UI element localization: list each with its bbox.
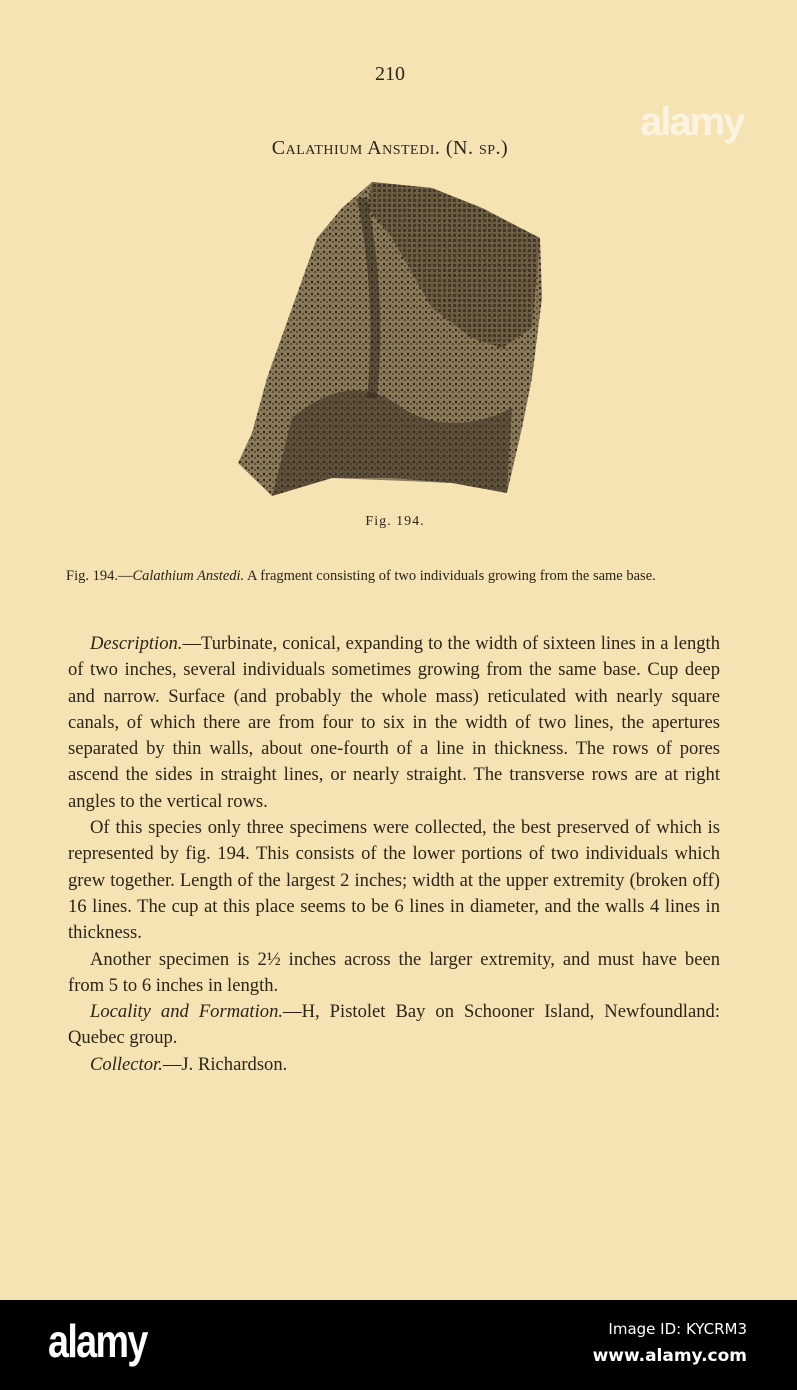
image-id: Image ID: KYCRM3 bbox=[608, 1320, 747, 1338]
alamy-logo: alamy bbox=[48, 1315, 147, 1367]
paragraph-locality bbox=[68, 999, 720, 1052]
paragraph-text: —H, Pistolet Bay on Schooner Island, Newfoundland: Quebec group. bbox=[68, 1001, 720, 1049]
caption-species: Calathium Anstedi. bbox=[132, 568, 245, 584]
paragraph-text: Of this species only three specimens were collected, the best preserved of which is represented by fig. 194. This consists of the lower portions of two individuals which grew together. Length of the largest 2 inches; width at the upper extremity (broken off) 16 lines. The cup at this place seems to be 6 lines in diameter, and the walls 4 lines in thickness. bbox=[68, 817, 720, 944]
paragraph-another-specimen bbox=[68, 947, 720, 1000]
paragraph-description bbox=[68, 631, 720, 815]
paragraph-collector bbox=[68, 1052, 720, 1078]
page-title: Calathium Anstedi. (N. sp.) bbox=[271, 137, 509, 159]
paragraph-text: —Turbinate, conical, expanding to the width of sixteen lines in a length of two inches, several individuals sometimes growing from the same base. Cup deep and narrow. Surface (and probably the whole mass) reticulated with nearly square canals, of which there are from four to six in the width of two lines, the apertures separated by thin walls, about one-fourth of a line in thickness. The rows of pores ascend the sides in straight lines, or nearly straight. The transverse rows are at right angles to the vertical rows. bbox=[68, 633, 720, 812]
paragraph-lead: Locality and Formation. bbox=[90, 1001, 284, 1023]
figure-label: Fig. 194. bbox=[365, 514, 425, 529]
page-number: 210 bbox=[375, 63, 405, 85]
caption-prefix: Fig. 194.— bbox=[66, 568, 133, 584]
paragraph-text: —J. Richardson. bbox=[162, 1053, 288, 1075]
caption-text: A fragment consisting of two individuals growing from the same base. bbox=[244, 568, 656, 584]
paragraph-lead: Collector. bbox=[90, 1053, 163, 1075]
paragraph-specimens bbox=[68, 815, 720, 946]
fossil-fragment-illustration-icon bbox=[232, 178, 548, 498]
site-url: www.alamy.com bbox=[592, 1346, 747, 1366]
paragraph-text: Another specimen is 2½ inches across the larger extremity, and must have been from 5 to 6 inches in length. bbox=[68, 948, 720, 996]
stock-footer-bar bbox=[0, 1300, 797, 1390]
watermark-logo: alamy bbox=[640, 100, 744, 144]
figure-caption bbox=[66, 565, 720, 587]
paragraph-lead: Description. bbox=[90, 633, 183, 654]
body-text bbox=[68, 631, 720, 1078]
